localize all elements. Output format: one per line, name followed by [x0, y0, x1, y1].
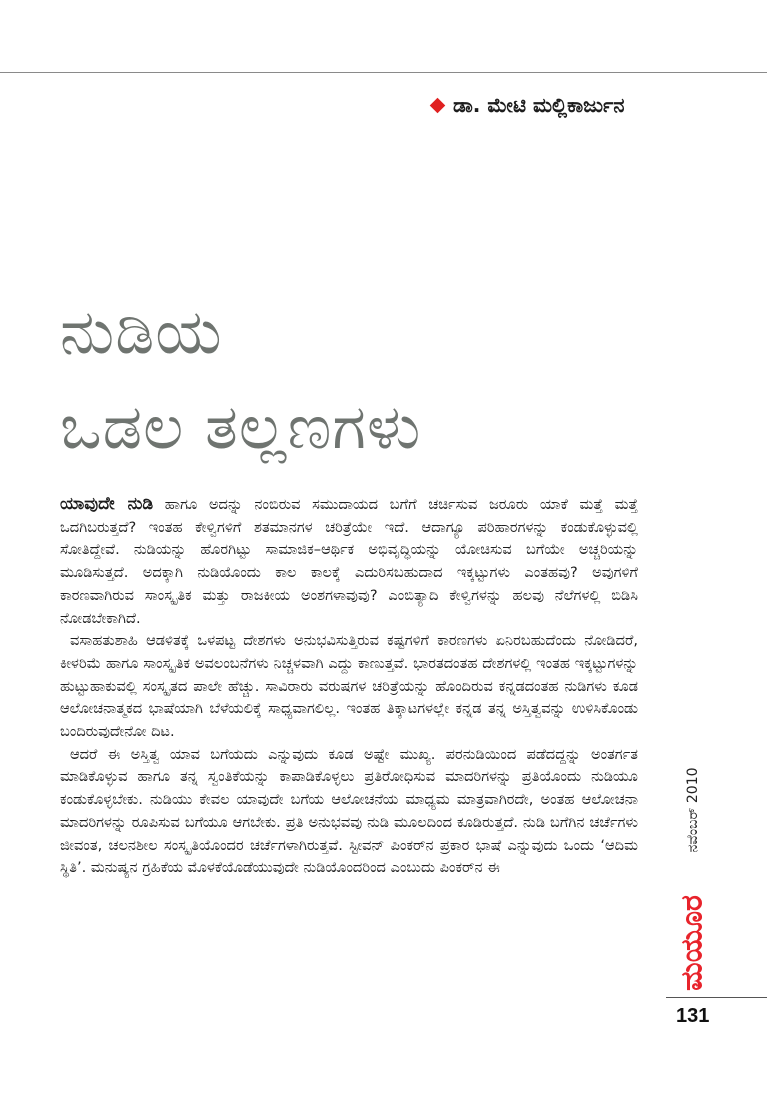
lead-words: ಯಾವುದೇ ನುಡಿ	[60, 494, 154, 514]
article-title-line-2: ಒಡಲ ತಲ್ಲಣಗಳು	[60, 390, 422, 463]
issue-date-text: ನವೆಂಬರ್ 2010	[685, 767, 701, 853]
author-byline	[430, 91, 730, 119]
diamond-bullet-icon	[430, 97, 446, 113]
page-number: 131	[676, 1005, 710, 1027]
magazine-logo	[664, 893, 720, 993]
article-body	[60, 493, 638, 880]
issue-date	[668, 740, 718, 880]
body-paragraph-2: ವಸಾಹತುಶಾಹಿ ಆಡಳಿತಕ್ಕೆ ಒಳಪಟ್ಟ ದೇಶಗಳು ಅನುಭವಿಸುತ್ತಿರುವ ಕಷ್ಟಗಳಿಗೆ ಕಾರಣಗಳು ಏನಿರಬಹುದೆಂದು ನೋಡಿದರೆ, ಕೀಳರಿಮೆ ಹಾಗೂ ಸಾಂಸ್ಕೃತಿಕ ಅವಲಂಬನೆಗಳು ನಿಚ್ಚಳವಾಗಿ ಎದ್ದು ಕಾಣುತ್ತವೆ. ಭಾರತದಂತಹ ದೇಶಗಳಲ್ಲಿ ಇಂತಹ ಇಕ್ಕಟ್ಟುಗಳನ್ನು ಹುಟ್ಟುಹಾಕುವಲ್ಲಿ ಸಂಸ್ಕೃತದ ಪಾಲೇ ಹೆಚ್ಚು. ಸಾವಿರಾರು ವರುಷಗಳ ಚರಿತ್ರೆಯನ್ನು ಹೊಂದಿರುವ ಕನ್ನಡದಂತಹ ನುಡಿಗಳು ಕೂಡ ಆಲೋಚನಾತ್ಮಕದ ಭಾಷೆಯಾಗಿ ಬೆಳೆಯಲಿಕ್ಕೆ ಸಾಧ್ಯವಾಗಲಿಲ್ಲ. ಇಂತಹ ತಿಕ್ಕಾಟಗಳಲ್ಲೇ ಕನ್ನಡ ತನ್ನ ಅಸ್ತಿತ್ವವನ್ನು ಉಳಿಸಿಕೊಂಡು ಬಂದಿರುವುದೇನೋ ದಿಟ.	[60, 632, 638, 741]
paragraph-1-text: ಹಾಗೂ ಅದನ್ನು ನಂಬಿರುವ ಸಮುದಾಯದ ಬಗೆಗೆ ಚರ್ಚಿಸುವ ಜರೂರು ಯಾಕೆ ಮತ್ತೆ ಮತ್ತೆ ಒದಗಿಬರುತ್ತದೆ? ಇಂತಹ ಕೇಳ್ವಿಗಳಿಗೆ ಶತಮಾನಗಳ ಚರಿತ್ರೆಯೇ ಇದೆ. ಆದಾಗ್ಯೂ ಪರಿಹಾರಗಳನ್ನು ಕಂಡುಕೊಳ್ಳುವಲ್ಲಿ ಸೋತಿದ್ದೇವೆ. ನುಡಿಯನ್ನು ಹೊರಗಿಟ್ಟು ಸಾಮಾಜಿಕ–ಆರ್ಥಿಕ ಅಭಿವೃದ್ಧಿಯನ್ನು ಯೋಚಿಸುವ ಬಗೆಯೇ ಅಚ್ಚರಿಯನ್ನು ಮೂಡಿಸುತ್ತದೆ. ಅದಕ್ಕಾಗಿ ನುಡಿಯೊಂದು ಕಾಲ ಕಾಲಕ್ಕೆ ಎದುರಿಸಬಹುದಾದ ಇಕ್ಕಟ್ಟುಗಳು ಎಂತಹವು? ಅವುಗಳಿಗೆ ಕಾರಣವಾಗಿರುವ ಸಾಂಸ್ಕೃತಿಕ ಮತ್ತು ರಾಜಕೀಯ ಅಂಶಗಳಾವುವು? ಎಂಬಿತ್ಯಾದಿ ಕೇಳ್ವಿಗಳನ್ನು ಹಲವು ನೆಲೆಗಳಲ್ಲಿ ಬಿಡಿಸಿ ನೋಡಬೇಕಾಗಿದೆ.	[60, 496, 639, 627]
article-title-line-1: ನುಡಿಯ	[60, 295, 223, 368]
magazine-name: ಮಯೂರ	[674, 895, 710, 991]
body-paragraph-1	[60, 493, 638, 630]
body-paragraph-3: ಆದರೆ ಈ ಅಸ್ತಿತ್ವ ಯಾವ ಬಗೆಯದು ಎನ್ನುವುದು ಕೂಡ ಅಷ್ಟೇ ಮುಖ್ಯ. ಪರನುಡಿಯಿಂದ ಪಡೆದದ್ದನ್ನು ಅಂತರ್ಗತ ಮಾಡಿಕೊಳ್ಳುವ ಹಾಗೂ ತನ್ನ ಸ್ವಂತಿಕೆಯನ್ನು ಕಾಪಾಡಿಕೊಳ್ಳಲು ಪ್ರತಿರೋಧಿಸುವ ಮಾದರಿಗಳನ್ನು ಪ್ರತಿಯೊಂದು ನುಡಿಯೂ ಕಂಡುಕೊಳ್ಳಬೇಕು. ನುಡಿಯು ಕೇವಲ ಯಾವುದೇ ಬಗೆಯ ಆಲೋಚನೆಯ ಮಾಧ್ಯಮ ಮಾತ್ರವಾಗಿರದೇ, ಅಂತಹ ಆಲೋಚನಾ ಮಾದರಿಗಳನ್ನು ರೂಪಿಸುವ ಬಗೆಯೂ ಆಗಬೇಕು. ಪ್ರತಿ ಅನುಭವವು ನುಡಿ ಮೂಲದಿಂದ ಕೂಡಿರುತ್ತದೆ. ನುಡಿ ಬಗೆಗಿನ ಚರ್ಚೆಗಳು ಜೀವಂತ, ಚಲನಶೀಲ ಸಂಸ್ಕೃತಿಯೊಂದರ ಚರ್ಚೆಗಳಾಗಿರುತ್ತವೆ. ಸ್ಟೀವನ್ ಪಿಂಕರ್‌ನ ಪ್ರಕಾರ ಭಾಷೆ ಎನ್ನುವುದು ಒಂದು ‘ಆದಿಮ ಸ್ಥಿತಿ’. ಮನುಷ್ಯನ ಗ್ರಹಿಕೆಯ ಮೊಳಕೆಯೊಡೆಯುವುದೇ ನುಡಿಯೊಂದರಿಂದ ಎಂಬುದು ಪಿಂಕರ್‌ನ ಈ	[60, 745, 638, 877]
footer-rule	[666, 997, 767, 998]
header-rule	[0, 72, 767, 73]
author-name: ಡಾ. ಮೇಟಿ ಮಲ್ಲಿಕಾರ್ಜುನ	[453, 93, 625, 117]
